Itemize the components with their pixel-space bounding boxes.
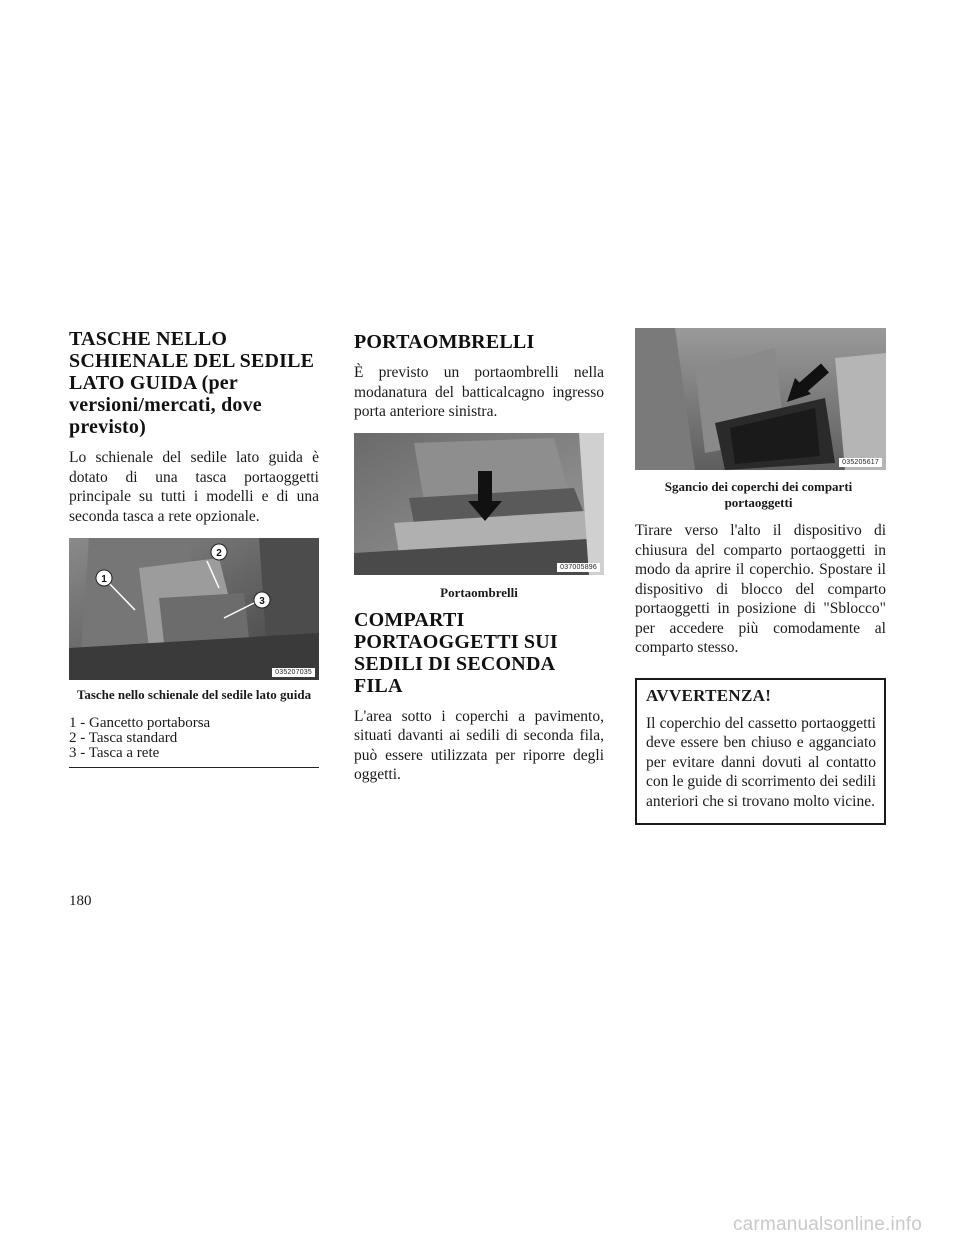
storage-cover-illustration	[635, 328, 886, 470]
legend-item: 2 - Tasca standard	[69, 730, 178, 746]
legend-item: 1 - Gancetto portaborsa	[69, 715, 211, 731]
figure-caption: Tasche nello schienale del sedile lato guida	[76, 687, 312, 702]
callout-2-label: 2	[216, 548, 222, 559]
umbrella-holder-body: È previsto un portaombrelli nella modanatura del batticalcagno ingresso porta anteriore sinistra.	[354, 364, 604, 420]
seatback-pockets-figure	[69, 538, 319, 680]
warning-title: AVVERTENZA!	[646, 685, 772, 705]
seatback-pockets-body: Lo schienale del sedile lato guida è dotato di una tasca portaoggetti principale su tutti i modelli e di una seconda tasca a rete opzionale.	[69, 449, 319, 525]
right-column	[635, 328, 886, 825]
section-heading-seatback-pockets: TASCHE NELLO SCHIENALE DEL SEDILE LATO GUIDA (per versioni/mercati, dove previsto)	[69, 328, 315, 438]
left-column	[69, 328, 319, 768]
umbrella-holder-figure	[354, 433, 604, 575]
callout-3-label: 3	[259, 596, 265, 607]
figure-caption: Portaombrelli	[440, 584, 518, 600]
umbrella-holder-illustration	[354, 433, 604, 575]
warning-box	[635, 678, 886, 826]
figure-code: 035207035	[272, 668, 315, 677]
figure-code: 035205617	[839, 458, 882, 467]
legend-item: 3 - Tasca a rete	[69, 745, 160, 761]
page-number: 180	[69, 893, 92, 909]
section-divider	[69, 767, 319, 768]
figure-code: 037005896	[557, 563, 600, 572]
seatback-illustration	[69, 538, 319, 680]
figure-caption: Sgancio dei coperchi dei comparti portaoggetti	[664, 479, 853, 510]
warning-text: Il coperchio del cassetto portaoggetti deve essere ben chiuso e agganciato per evitare danni dovuti al contatto con le guide di scorrimento dei sedili anteriori che si trovano molto vicine.	[646, 714, 876, 810]
second-row-storage-body: L'area sotto i coperchi a pavimento, situati davanti ai sedili di seconda fila, può essere utilizzata per riporre degli oggetti.	[354, 707, 604, 783]
callout-legend	[69, 716, 319, 761]
watermark-link[interactable]: carmanualsonline.info	[732, 1214, 922, 1235]
callout-1-label: 1	[101, 574, 107, 585]
storage-release-body: Tirare verso l'alto il dispositivo di chiusura del comparto portaoggetti in modo da aprire il coperchio. Spostare il dispositivo di blocco del comparto portaoggetti in posizione di "Sblocco" per accedere più comodamente al comparto stesso.	[635, 522, 886, 656]
middle-column	[354, 328, 604, 785]
section-heading-second-row-storage: COMPARTI PORTAOGGETTI SUI SEDILI DI SECONDA FILA	[354, 608, 558, 697]
storage-cover-figure	[635, 328, 886, 470]
section-heading-umbrella-holder: PORTAOMBRELLI	[354, 331, 535, 353]
